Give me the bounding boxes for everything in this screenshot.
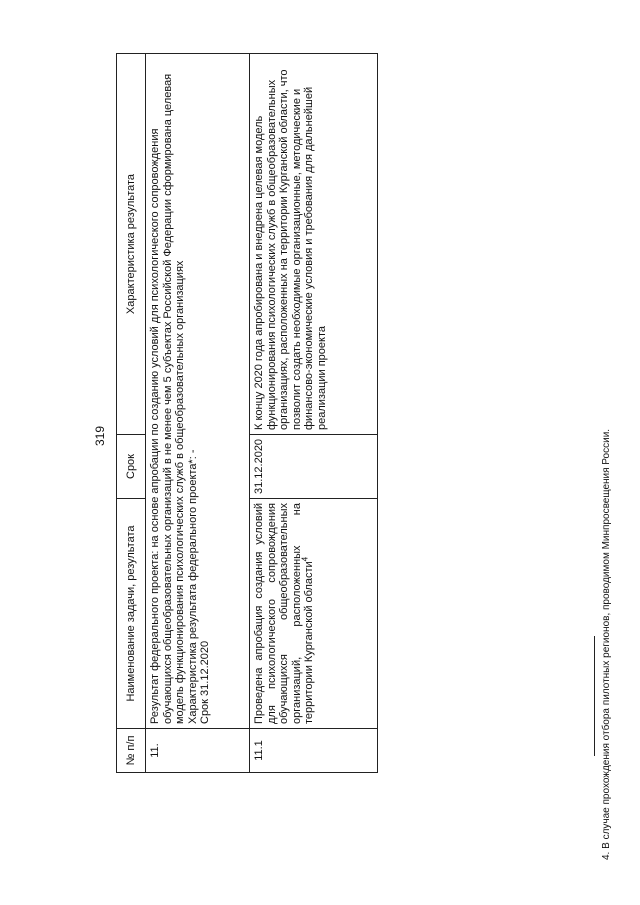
table-container	[116, 53, 378, 773]
page-number: 319	[93, 425, 107, 447]
row1-result-text: Результат федерального проекта: на основе апробации по созданию условий для психологического сопровождения обучающихся общеобразовательных организаций в не менее чем 5 субъектах Российской Федерации сформирована целевая модель функционирования психологических служб в общеобразовательных организациях	[149, 73, 186, 724]
table-row	[146, 54, 250, 773]
footnote-text: 4. В случае прохождения отбора пилотных регионов, проводимом Минпросвещения России.	[601, 428, 612, 860]
row2-name-cell	[250, 499, 378, 729]
header-date: Срок	[117, 435, 146, 499]
header-num: № п/п	[117, 729, 146, 773]
row1-num: 11.	[146, 729, 250, 773]
footnote-divider	[594, 636, 595, 756]
row2-name-text: Проведена апробация создания условий для психологического сопровождения обучающихся общеобразовательных организаций, расположенных на территории Курганской области	[253, 503, 315, 724]
row1-characteristic-line: Характеристика результата федерального проекта*: -	[186, 449, 199, 724]
table-header-row	[117, 54, 146, 773]
results-table	[116, 53, 378, 773]
row2-num: 11.1	[250, 729, 378, 773]
header-characteristic: Характеристика результата	[117, 54, 146, 435]
row2-characteristic: К концу 2020 года апробирована и внедрена целевая модель функционирования психологических служб в общеобразовательных организациях, расположенных на территории Курганской области, что позволит создать необходимые организационные, методические и финансово-экономические условия и требования для дальнейшей реализации проекта	[250, 54, 378, 435]
row1-merged-cell	[146, 54, 250, 729]
header-name: Наименование задачи, результата	[117, 499, 146, 729]
row2-footnote-ref: 4	[300, 556, 310, 562]
row1-date-line: Срок 31.12.2020	[199, 640, 211, 724]
footnote-container	[600, 428, 614, 860]
table-row	[250, 54, 378, 773]
row2-date: 31.12.2020	[250, 435, 378, 499]
